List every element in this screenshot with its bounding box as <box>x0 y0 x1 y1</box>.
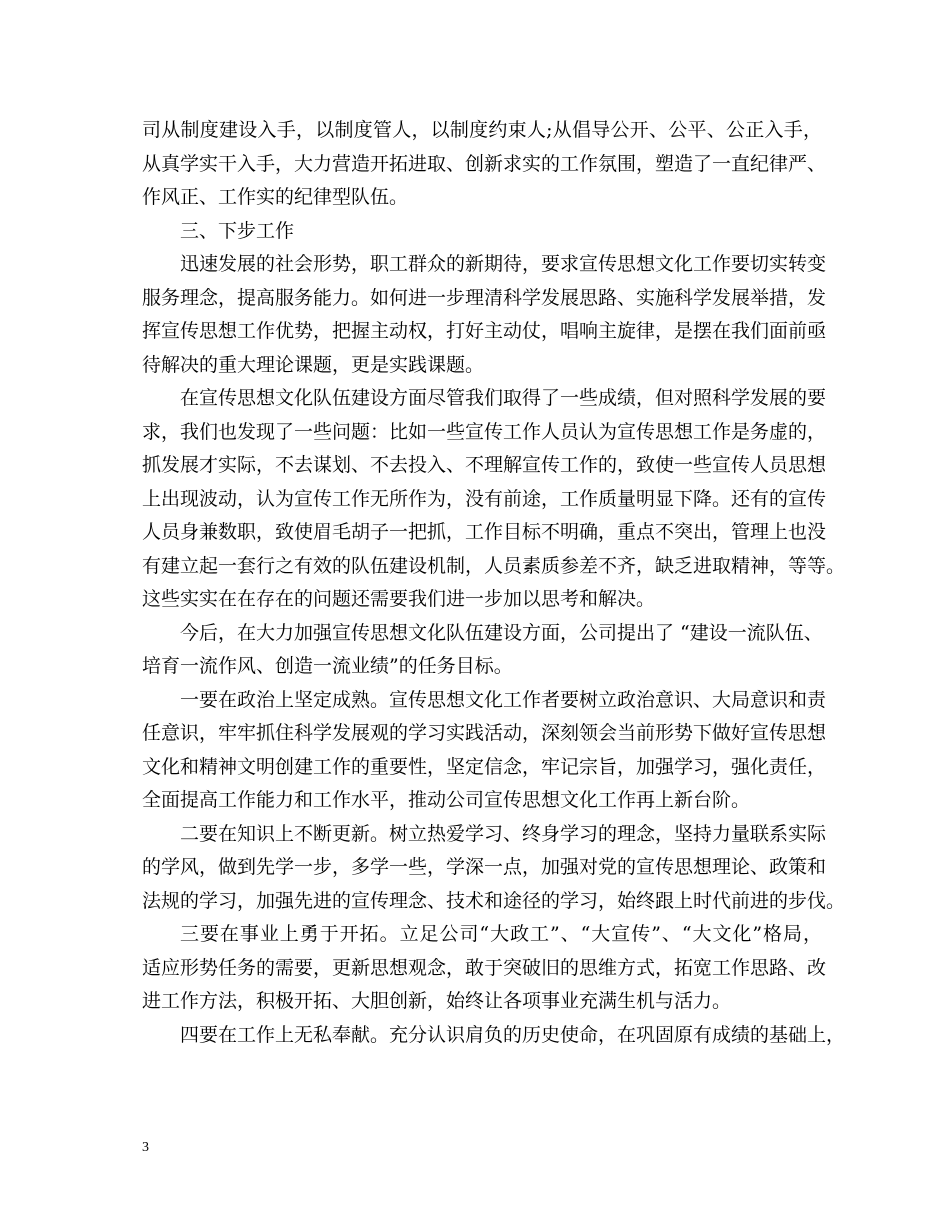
text-line: 进工作方法，积极开拓、大胆创新，始终让各项事业充满生机与活力。 <box>142 990 732 1012</box>
text-line: 法规的学习，加强先进的宣传理念、技术和途径的学习，始终跟上时代前进的步伐。 <box>142 889 846 912</box>
text-line: 待解决的重大理论课题，更是实践课题。 <box>142 353 485 376</box>
text-line: 在宣传思想文化队伍建设方面尽管我们取得了一些成绩，但对照科学发展的要 <box>180 387 827 409</box>
text-line: 四要在工作上无私奉献。充分认识肩负的历史使命，在巩固原有成绩的基础上， <box>180 1023 846 1046</box>
text-line: 今后，在大力加强宣传思想文化队伍建设方面，公司提出了 “建设一流队伍、 <box>180 621 823 644</box>
page-number: 3 <box>142 1140 149 1155</box>
text-line: 培育一流作风、创造一流业绩”的任务目标。 <box>142 655 513 677</box>
text-line: 这些实实在在存在的问题还需要我们进一步加以思考和解决。 <box>142 588 656 610</box>
text-line: 迅速发展的社会形势，职工群众的新期待，要求宣传思想文化工作要切实转变 <box>180 253 827 275</box>
text-line: 三要在事业上勇于开拓。立足公司“大政工”、“大宣传”、“大文化”格局， <box>180 923 822 945</box>
text-line: 适应形势任务的需要，更新思想观念，敢于突破旧的思维方式，拓宽工作思路、改 <box>142 956 827 979</box>
text-line: 二要在知识上不断更新。树立热爱学习、终身学习的理念，坚持力量联系实际 <box>180 822 827 845</box>
text-line: 求，我们也发现了一些问题：比如一些宣传工作人员认为宣传思想工作是务虚的， <box>142 420 827 443</box>
text-line: 全面提高工作能力和工作水平，推动公司宣传思想文化工作再上新台阶。 <box>142 789 751 811</box>
document-body <box>142 114 846 1052</box>
text-line: 抓发展才实际，不去谋划、不去投入、不理解宣传工作的，致使一些宣传人员思想 <box>142 454 827 476</box>
text-line: 挥宣传思想工作优势，把握主动权，打好主动仗，唱响主旋律，是摆在我们面前亟 <box>142 320 827 342</box>
text-line: 的学风，做到先学一步，多学一些，学深一点，加强对党的宣传思想理论、政策和 <box>142 856 827 878</box>
text-line: 服务理念，提高服务能力。如何进一步理清科学发展思路、实施科学发展举措，发 <box>142 286 827 309</box>
text-line: 作风正、工作实的纪律型队伍。 <box>142 186 409 208</box>
text-line: 有建立起一套行之有效的队伍建设机制，人员素质参差不齐，缺乏进取精神，等等。 <box>142 554 846 577</box>
text-line: 司从制度建设入手，以制度管人，以制度约束人;从倡导公开、公平、公正入手， <box>142 119 822 141</box>
text-line: 从真学实干入手，大力营造开拓进取、创新求实的工作氛围，塑造了一直纪律严、 <box>142 152 827 175</box>
text-line: 任意识，牢牢抓住科学发展观的学习实践活动，深刻领会当前形势下做好宣传思想 <box>142 722 827 744</box>
text-line: 一要在政治上坚定成熟。宣传思想文化工作者要树立政治意识、大局意识和责 <box>180 688 827 711</box>
text-line: 三、下步工作 <box>180 219 295 242</box>
text-line: 文化和精神文明创建工作的重要性，坚定信念，牢记宗旨，加强学习，强化责任， <box>142 755 827 778</box>
text-line: 上出现波动，认为宣传工作无所作为，没有前途，工作质量明显下降。还有的宣传 <box>142 487 827 510</box>
text-line: 人员身兼数职，致使眉毛胡子一把抓，工作目标不明确，重点不突出，管理上也没 <box>142 521 827 543</box>
